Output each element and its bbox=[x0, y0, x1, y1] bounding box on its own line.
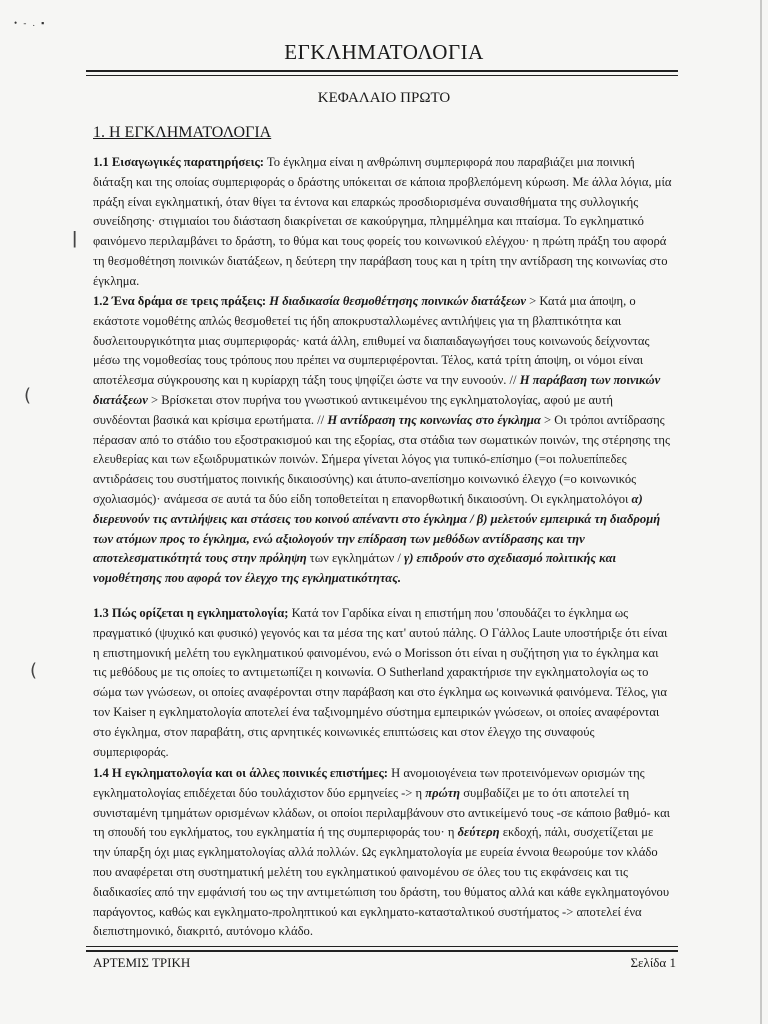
paragraph-heading: 1.3 Πώς ορίζεται η εγκληματολογία; bbox=[93, 606, 289, 620]
paragraph-text: Η ανομοιογένεια των προτεινόμενων ορισμών της εγκληματολογίας επιδέχεται δύο τουλάχιστον δύο ερμηνείες -> η bbox=[93, 766, 645, 800]
paragraph-text: συμβαδίζει με το ότι αποτελεί τη συνισταμένη τμημάτων ορισμένων κλάδων, οι οποίοι περιλαμβάνουν στο αντικείμενό τους -σε κάποιο βαθμό- και τη σπουδή του εγκλήματος, του εγκληματία ή της συμπεριφοράς του· η bbox=[93, 785, 671, 840]
scan-marks: • - . ▪ bbox=[14, 18, 47, 28]
paragraph-text: Το έγκλημα είναι η ανθρώπινη συμπεριφορά που παραβιάζει μια ποινική διάταξη και της οποίας συμπεριφοράς ο δράστης υπόκειται σε κάποια προβλεπόμενη κύρωση. Με άλλα λόγια, μία πράξη είναι εγκληματική, όταν θίγει τα έντονα και επαρκώς προσδιορισμένα συναισθήματα της συλλογικής συνείδησης· στιγμιαίοι του διάσταση διακρίνεται σε κακούργημα, πλημμέλημα και πταίσμα. Το εγκληματικό φαινόμενο περιλαμβάνει το δράστη, το θύμα και τους φορείς του κοινωνικού ελέγχου· η πρώτη πράξη του αφορά τη θεσμοθέτηση ποινικών διατάξεων, η δεύτερη την παράβαση τους και η τρίτη την αντίδραση της κοινωνίας στο έγκλημα. bbox=[93, 155, 672, 288]
footer-rule bbox=[86, 946, 678, 952]
paragraph-text: Κατά τον Γαρδίκα είναι η επιστήμη που 'σπουδάζει το έγκλημα ως πραγματικό (ψυχικό και φυσικό) γεγονός και τα μέσα της κατ' αυτού πάλης. Ο Γάλλος Laute υποστήριξε ότι είναι η επιστημονική μελέτη του εγκληματικού φαινομένου, ενώ ο Morisson ότι είναι η συζήτηση για το έγκλημα και τις μεθόδους με τις οποίες το αντιμετωπίζει η κοινωνία. Ο Sutherland χαρακτήρισε την εγκληματολογία ως το σώμα των γνώσεων, οι οποίες αναφέρονται στην παράβαση και στο έγκλημα ως κοινωνικά φαινόμενα. Τέλος, για τον Kaiser η εγκληματολογία αποτελεί ένα ταξινομημένο σύστημα εμπειρικών γνώσεων, οι οποίες αναφέρονται στο έγκλημα, στον παραβάτη, στις αρνητικές κοινωνικές επιπτώσεις και στον έλεγχο της συναφούς συμπεριφοράς. bbox=[93, 606, 668, 759]
margin-paren-mark: ( bbox=[24, 385, 32, 406]
emphasis-text: Η αντίδραση της κοινωνίας στο έγκλημα bbox=[324, 412, 541, 427]
paragraph-text: των εγκλημάτων / bbox=[306, 551, 401, 566]
paragraph-1-2 bbox=[93, 292, 673, 589]
margin-paren-mark: ( bbox=[30, 660, 38, 681]
margin-bracket-mark: ǀ bbox=[72, 228, 78, 249]
footer-author: ΑΡΤΕΜΙΣ ΤΡΙΚΗ bbox=[93, 955, 191, 970]
emphasis-text: δεύτερη bbox=[454, 825, 500, 840]
footer-page-number: Σελίδα 1 bbox=[630, 955, 676, 970]
paragraph-heading: 1.1 Εισαγωγικές παρατηρήσεις: bbox=[93, 155, 264, 169]
paragraph-1-1 bbox=[93, 153, 673, 292]
chapter-title: ΚΕΦΑΛΑΙΟ ΠΡΩΤΟ bbox=[317, 90, 451, 106]
section-heading: 1. Η ΕΓΚΛΗΜΑΤΟΛΟΓΙΑ bbox=[93, 124, 272, 141]
emphasis-text: πρώτη bbox=[422, 785, 461, 800]
emphasis-text: Η παράβαση των ποινικών διατάξεων bbox=[93, 373, 661, 407]
paragraph-heading: 1.4 Η εγκληματολογία και οι άλλες ποινικές επιστήμες: bbox=[93, 766, 388, 780]
emphasis-text: α) διερευνούν τις αντιλήψεις και στάσεις του κοινού απέναντι στο έγκλημα / β) μελετούν εμπειρικά τη διαδρομή των ατόμων προς το έγκλημα, ενώ αξιολογούν την επίδραση των μεθόδων αντίδρασης και την αποτελεσματικότητά τους στην πρόληψη bbox=[93, 491, 661, 566]
paragraph-1-4 bbox=[93, 764, 673, 942]
emphasis-text: γ) επιδρούν στο σχεδιασμό πολιτικής και νομοθέτησης που αφορά τον έλεγχο της εγκληματικότητας. bbox=[93, 551, 617, 586]
header-rule bbox=[86, 70, 678, 76]
paragraph-1-3 bbox=[93, 604, 673, 762]
scan-edge bbox=[760, 0, 762, 1024]
emphasis-text: Η διαδικασία θεσμοθέτησης ποινικών διατάξεων bbox=[266, 294, 527, 308]
paragraph-text: > Οι τρόποι αντίδρασης πέρασαν από το στάδιο του εξοστρακισμού και της εξορίας, στα στάδια των σωματικών ποινών, της στέρησης της ελευθερίας και των εξωιδρυματικών ποινών. Σήμερα γίνεται λόγος για τυπικό-επίσημο (=οι πολυεπίπεδες αντιδράσεις του συστήματος ποινικής δικαιοσύνης) και άτυπο-ανεπίσημο κοινωνικό έλεγχο (=ο κοινωνικός σχολιασμός)· ανάμεσα σε αυτά τα δύο είδη τοποθετείται η επανορθωτική δικαιοσύνη. Οι εγκληματολόγοι bbox=[93, 412, 670, 506]
paragraph-text: εκδοχή, πάλι, συσχετίζεται με την ύπαρξη όχι μιας εγκληματολογίας αλλά πολλών. Ως εγκληματολογία με ευρεία έννοια θεωρούμε τον κλάδο που αναφέρεται στη συστηματική μελέτη του εγκληματικού φαινομένου σε όλες του τις εκφάνσεις και τις διαδικασίες από την εμφάνισή του ως την αντιμετώπιση του δράστη, του θύματος αλλά και κάθε εγκληματογόνου παράγοντος, καθώς και εγκληματο-προληπτικού και εγκληματο-κατασταλτικού συστήματος -> αποτελεί ένα διεπιστημονικό, διακριτό, αυτόνομο κλάδο. bbox=[93, 825, 670, 939]
document-title: ΕΓΚΛΗΜΑΤΟΛΟΓΙΑ bbox=[284, 40, 484, 64]
paragraph-text: > Βρίσκεται στον πυρήνα του γνωστικού αντικειμένου της εγκληματολογίας, αφού με αυτή συνδέονται βασικά και κρίσιμα ερωτήματα. // bbox=[93, 392, 613, 427]
paragraph-text: > Κατά μια άποψη, ο εκάστοτε νομοθέτης απλώς θεσμοθετεί τις ήδη αποκρυσταλλωμένες αντιλήψεις για τη βλαπτικότητα και δυσλειτουργικότητα μιας συμπεριφοράς· κατά άλλη, επιθυμεί να διαπαιδαγωγήσει τους κοινωνούς δείχνοντας μέσω της νομοθεσίας τους τρόπους που πρέπει να συμπεριφέρονται. Τέλος, κατά τρίτη άποψη, οι νόμοι είναι αποτέλεσμα σύγκρουσης και η κυρίαρχη τάξη τους ψηφίζει ώστε να την ευνοούν. // bbox=[93, 294, 650, 388]
paragraph-heading: 1.2 Ένα δράμα σε τρεις πράξεις: bbox=[93, 294, 267, 308]
